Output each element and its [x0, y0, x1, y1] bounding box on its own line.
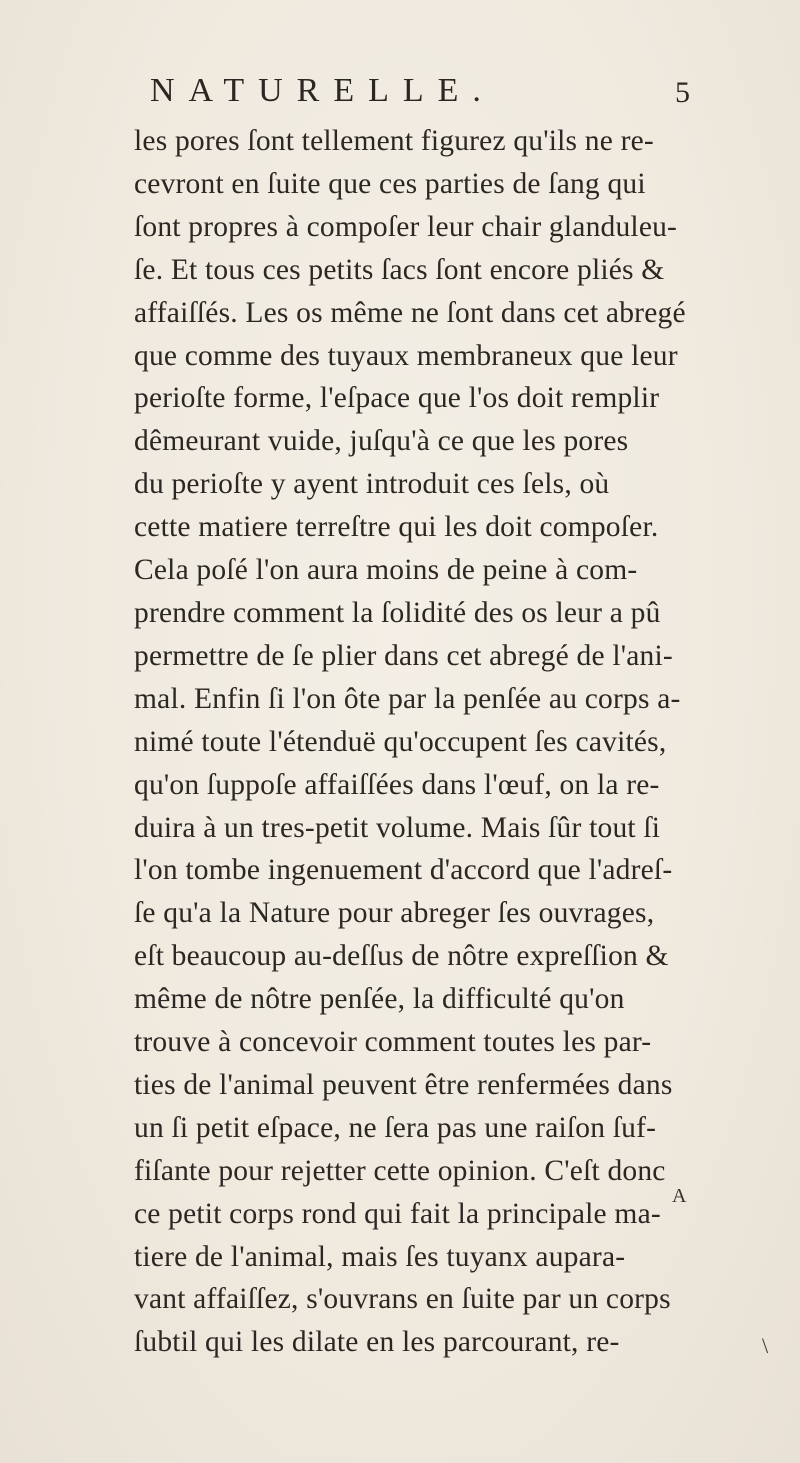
text-line: l'on tombe ingenuement d'accord que l'adreſ-: [134, 854, 673, 887]
text-line: ſubtil qui les dilate en les parcourant, re-: [134, 1326, 620, 1359]
text-line: ties de l'animal peuvent être renfermées dans: [134, 1068, 673, 1101]
text-line: ſe. Et tous ces petits ſacs ſont encore pliés &: [134, 253, 665, 286]
text-line: ſe qu'a la Nature pour abreger ſes ouvrages,: [134, 897, 655, 930]
text-line: qu'on ſuppoſe affaiſſées dans l'œuf, on la re-: [134, 768, 660, 801]
text-line: permettre de ſe plier dans cet abregé de l'ani-: [134, 639, 673, 672]
text-line: les pores ſont tellement figurez qu'ils ne re-: [134, 125, 654, 157]
page-header: [150, 72, 690, 112]
page-number: 5: [675, 76, 690, 109]
text-line: ſont propres à compoſer leur chair glanduleu-: [134, 210, 678, 243]
catchword: A: [672, 1185, 687, 1207]
body-text: [134, 120, 774, 1364]
text-line: ce petit corps rond qui fait la principale ma-: [134, 1197, 661, 1230]
text-line: duira à un tres-petit volume. Mais ſûr tout ſi: [134, 811, 661, 844]
text-line: affaiſſés. Les os même ne ſont dans cet abregé: [134, 296, 686, 329]
text-line: fiſante pour rejetter cette opinion. C'eſt donc: [134, 1154, 666, 1187]
text-line: perioſte forme, l'eſpace que l'os doit remplir: [134, 382, 660, 415]
text-line: Cela poſé l'on aura moins de peine à com-: [134, 554, 638, 587]
text-line: un ſi petit eſpace, ne ſera pas une raiſon ſuf-: [134, 1111, 657, 1144]
text-line: tiere de l'animal, mais ſes tuyanx aupara-: [134, 1240, 626, 1273]
text-line: trouve à concevoir comment toutes les par-: [134, 1026, 652, 1059]
text-line: dêmeurant vuide, juſqu'à ce que les pores: [134, 425, 629, 458]
stray-mark: \: [762, 1333, 769, 1358]
text-line: eſt beaucoup au-deſſus de nôtre expreſſion &: [134, 940, 669, 973]
text-line: cevront en ſuite que ces parties de ſang qui: [134, 167, 646, 200]
text-line: nimé toute l'étenduë qu'occupent ſes cavités,: [134, 725, 667, 758]
text-line: vant affaiſſez, s'ouvrans en ſuite par un corps: [134, 1283, 671, 1316]
running-head: NATURELLE.: [150, 72, 495, 109]
text-line: même de nôtre penſée, la difficulté qu'on: [134, 983, 625, 1016]
text-line: cette matiere terreſtre qui les doit compoſer.: [134, 511, 659, 544]
text-line: que comme des tuyaux membraneux que leur: [134, 339, 678, 372]
text-line: du perioſte y ayent introduit ces ſels, où: [134, 468, 610, 501]
text-line: mal. Enfin ſi l'on ôte par la penſée au corps a-: [134, 682, 681, 715]
text-line: prendre comment la ſolidité des os leur a pû: [134, 596, 661, 629]
